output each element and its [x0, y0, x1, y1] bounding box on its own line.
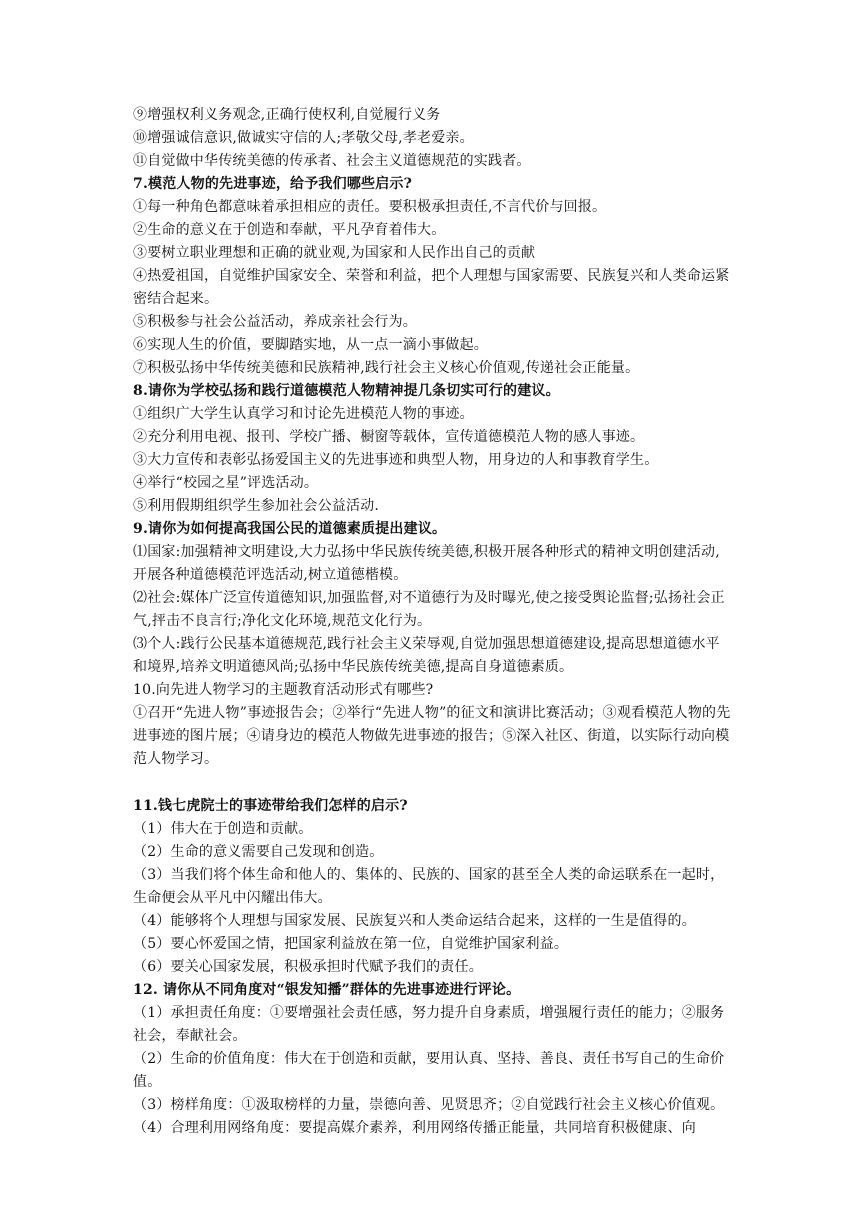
text-line: ⑴国家:加强精神文明建设,大力弘扬中华民族传统美德,积极开展各种形式的精神文明创建活动,开展各种道德模范评选活动,树立道德楷模。 [133, 544, 720, 583]
text-line: （1）承担责任角度：①要增强社会责任感，努力提升自身素质，增强履行责任的能力；②服务社会，奉献社会。 [133, 1005, 725, 1044]
text-line: 10.向先进人物学习的主题教育活动形式有哪些? [133, 682, 434, 698]
text-line: ③要树立职业理想和正确的就业观,为国家和人民作出自己的贡献 [133, 245, 536, 261]
text-line: ②充分利用电视、报刊、学校广播、橱窗等载体，宣传道德模范人物的感人事迹。 [133, 429, 645, 445]
text-line: （4）合理利用网络角度：要提高媒介素养，利用网络传播正能量，共同培育积极健康、向 [133, 1120, 696, 1136]
text-line: ⑦积极弘扬中华传统美德和民族精神,践行社会主义核心价值观,传递社会正能量。 [133, 360, 640, 376]
question-heading: 12. 请你从不同角度对“银发知播”群体的先进事迹进行评论。 [133, 982, 521, 998]
text-line: ⑩增强诚信意识,做诚实守信的人;孝敬父母,孝老爱亲。 [133, 130, 474, 146]
text-line: ⑥实现人生的价值，要脚踏实地，从一点一滴小事做起。 [133, 337, 488, 353]
text-line: （3）榜样角度：①汲取榜样的力量，崇德向善、见贤思齐；②自觉践行社会主义核心价值观。 [133, 1097, 725, 1113]
text-line: ⑵社会:媒体广泛宣传道德知识,加强监督,对不道德行为及时曝光,使之接受舆论监督;弘扬社会正气,抨击不良言行;净化文化环境,规范文化行为。 [133, 590, 725, 629]
text-line: ③大力宣传和表彰弘扬爱国主义的先进事迹和典型人物，用身边的人和事教育学生。 [133, 452, 659, 468]
text-line: （5）要心怀爱国之情，把国家利益放在第一位，自觉维护国家利益。 [133, 936, 569, 952]
text-line: ⑪自觉做中华传统美德的传承者、社会主义道德规范的实践者。 [133, 153, 531, 169]
text-line: ①组织广大学生认真学习和讨论先进模范人物的事迹。 [133, 406, 474, 422]
question-heading: 8.请你为学校弘扬和践行道德模范人物精神提几条切实可行的建议。 [133, 383, 560, 399]
text-line: （2）生命的价值角度：伟大在于创造和贡献，要用认真、坚持、善良、责任书写自己的生命价值。 [133, 1051, 725, 1090]
document-page [133, 104, 733, 1140]
text-line: （3）当我们将个体生命和他人的、集体的、民族的、国家的甚至全人类的命运联系在一起时，生命便会从平凡中闪耀出伟大。 [133, 867, 725, 906]
text-line: ④热爱祖国，自觉维护国家安全、荣誉和利益，把个人理想与国家需要、民族复兴和人类命运紧密结合起来。 [133, 268, 730, 307]
question-heading: 11.钱七虎院士的事迹带给我们怎样的启示? [133, 798, 408, 814]
text-line: ④举行“校园之星”评选活动。 [133, 475, 319, 491]
text-line: ①召开“先进人物”事迹报告会；②举行“先进人物”的征文和演讲比赛活动；③观看模范人物的先进事迹的图片展；④请身边的模范人物做先进事迹的报告；⑤深入社区、街道，以实际行动向模范人物学习。 [133, 705, 731, 767]
text-line: ⑤积极参与社会公益活动，养成亲社会行为。 [133, 314, 417, 330]
text-line: ⑶个人:践行公民基本道德规范,践行社会主义荣辱观,自觉加强思想道德建设,提高思想道德水平和境界,培养文明道德风尚;弘扬中华民族传统美德,提高自身道德素质。 [133, 636, 720, 675]
text-line: （1）伟大在于创造和贡献。 [133, 821, 313, 837]
blank-gap [133, 771, 733, 795]
text-line: （6）要关心国家发展，积极承担时代赋予我们的责任。 [133, 959, 483, 975]
text-line: ②生命的意义在于创造和奉献，平凡孕育着伟大。 [133, 222, 446, 238]
text-line: ⑤利用假期组织学生参加社会公益活动. [133, 498, 380, 514]
text-line: （2）生命的意义需要自己发现和创造。 [133, 844, 384, 860]
question-heading: 9.请你为如何提高我国公民的道德素质提出建议。 [133, 521, 447, 537]
text-line: ①每一种角色都意味着承担相应的责任。要积极承担责任,不言代价与回报。 [133, 199, 607, 215]
text-line: （4）能够将个人理想与国家发展、民族复兴和人类命运结合起来，这样的一生是值得的。 [133, 913, 696, 929]
question-heading: 7.模范人物的先进事迹，给予我们哪些启示? [133, 176, 413, 192]
text-line: ⑨增强权利义务观念,正确行使权利,自觉履行义务 [133, 107, 441, 123]
